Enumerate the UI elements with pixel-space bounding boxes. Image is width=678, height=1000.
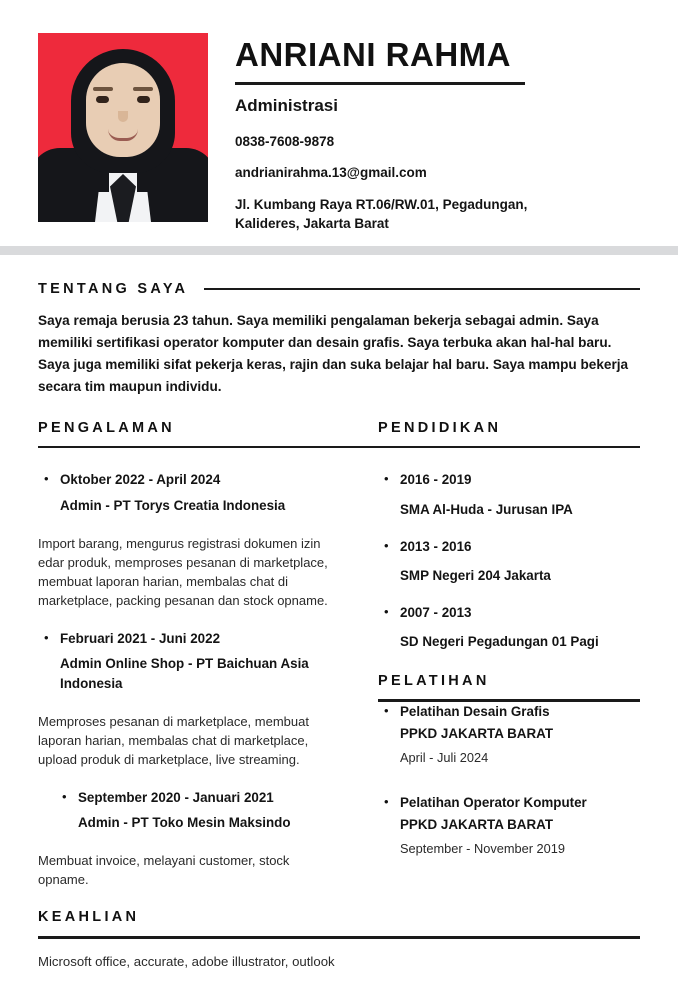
resume-header [0,0,678,234]
about-heading-rule [204,288,640,291]
skills-text: Microsoft office, accurate, adobe illustrator, outlook [38,953,335,969]
two-column-content [38,470,640,889]
resume-body [0,281,678,972]
education-years: • 2007 - 2013 [400,604,472,620]
experience-date: • September 2020 - Januari 2021 [78,789,274,805]
training-list [378,702,640,859]
column-gap [343,420,378,436]
candidate-name: ANRIANI RAHMA [235,36,511,73]
photo-eyebrow-left [93,87,113,91]
about-section-title: TENTANG SAYA [38,280,189,297]
photo-eyebrow-right [133,87,153,91]
education-list [378,470,640,652]
experience-description: Memproses pesanan di marketplace, membuat laporan harian, membalas chat di marketplace, upload produk di marketplace, live streaming. [38,713,309,768]
experience-item [38,629,343,694]
name-underline [235,82,525,85]
education-years: • 2016 - 2019 [400,472,472,488]
experience-description: Membuat invoice, melayani customer, stock opname. [38,852,290,888]
training-period: April - Juli 2024 [400,749,489,765]
photo-eye-right [137,96,150,103]
training-item [378,702,640,767]
education-school: SMA Al-Huda - Jurusan IPA [400,501,573,517]
training-name: • Pelatihan Operator Komputer [400,795,587,811]
training-period: September - November 2019 [400,841,566,857]
training-institution: PPKD JAKARTA BARAT [400,817,553,833]
education-item [378,470,640,519]
education-years: • 2013 - 2016 [400,538,472,554]
experience-date: • Oktober 2022 - April 2024 [60,472,221,488]
experience-item [38,788,343,833]
education-school: SMP Negeri 204 Jakarta [400,567,551,583]
contact-address-line-2: Kalideres, Jakarta Barat [235,216,389,232]
experience-role: Admin Online Shop - PT Baichuan Asia Indonesia [60,655,309,691]
education-heading-col [378,420,640,436]
training-name: • Pelatihan Desain Grafis [400,703,550,719]
training-heading-block [378,673,640,702]
training-item [378,793,640,858]
section-headings-row [38,420,640,436]
about-text: Saya remaja berusia 23 tahun. Saya memiliki pengalaman bekerja sebagai admin. Saya memiliki sertifikasi operator komputer dan desain grafis. Saya terbuka akan hal-hal baru. Saya juga memiliki sifat pekerja keras, rajin dan suka belajar hal baru. Saya mampu bekerja secara tim maupun individu. [38,312,629,394]
contact-phone: 0838-7608-9878 [235,133,335,149]
about-heading-row [38,281,640,297]
photo-nose [118,111,128,122]
photo-face [86,63,160,157]
skills-section-title: KEAHLIAN [38,909,140,926]
experience-role: Admin - PT Torys Creatia Indonesia [60,497,286,513]
profile-photo [38,33,208,222]
education-section-title: PENDIDIKAN [378,419,502,436]
experience-description: Import barang, mengurus registrasi dokumen izin edar produk, memproses pesanan di marketplace, membuat laporan harian, membalas chat di marketplace, packing pesanan dan stock opname. [38,535,328,609]
education-school: SD Negeri Pegadungan 01 Pagi [400,634,599,649]
experience-list [38,470,343,889]
education-item [378,537,640,586]
training-institution: PPKD JAKARTA BARAT [400,725,553,741]
training-section-title: PELATIHAN [378,673,490,690]
photo-eye-left [96,96,109,103]
skills-section [38,909,640,971]
columns-heading-rule [38,446,640,449]
header-divider-band [0,246,678,255]
column-gap [343,470,378,889]
contact-address-line-1: Jl. Kumbang Raya RT.06/RW.01, Pegadungan, [235,196,528,212]
education-item [378,603,640,652]
skills-heading-rule [38,936,640,939]
education-column [378,470,640,889]
experience-heading-col [38,420,343,436]
experience-role: Admin - PT Toko Mesin Maksindo [78,814,291,830]
experience-section-title: PENGALAMAN [38,419,175,436]
job-title: Administrasi [235,95,338,115]
experience-item [38,470,343,515]
experience-date: • Februari 2021 - Juni 2022 [60,630,221,646]
header-text-block [235,33,678,234]
contact-email: andrianirahma.13@gmail.com [235,165,427,181]
experience-column [38,470,343,889]
